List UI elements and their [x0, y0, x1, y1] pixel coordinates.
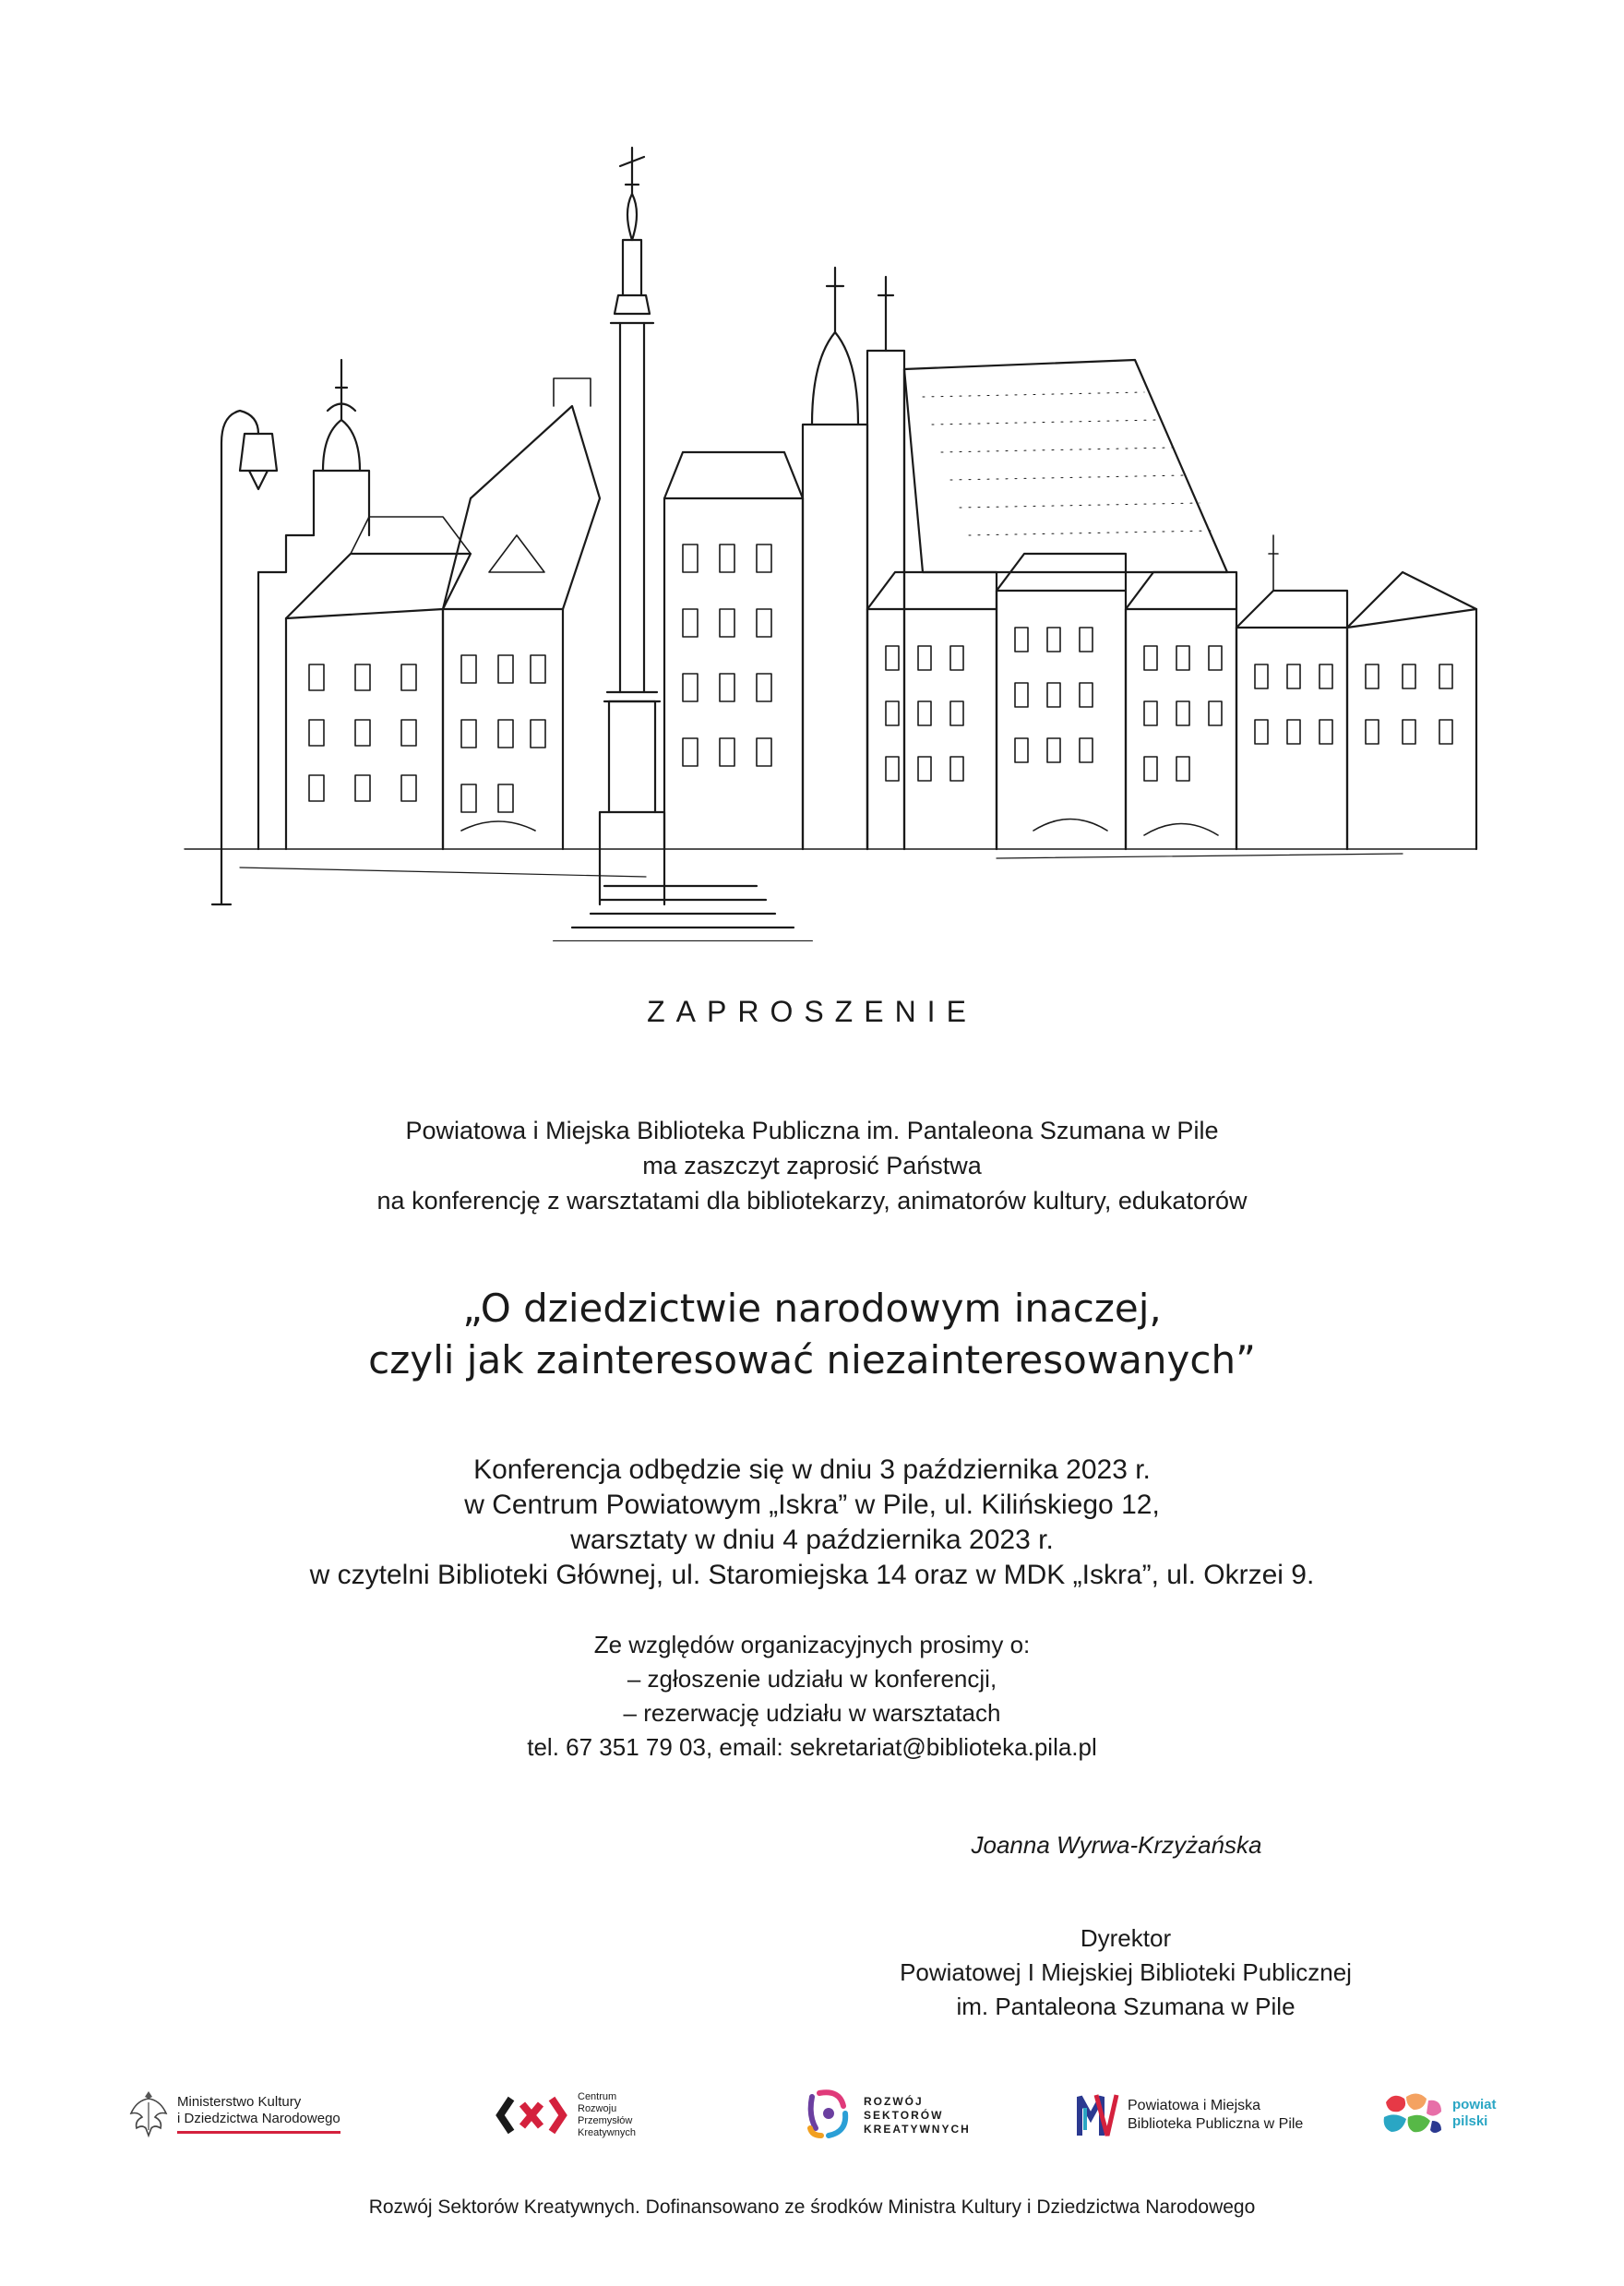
details-line: Konferencja odbędzie się w dniu 3 października 2023 r.: [473, 1454, 1151, 1485]
requests-line: Ze względów organizacyjnych prosimy o:: [593, 1631, 1031, 1658]
library-logo: [1076, 2089, 1303, 2141]
title-line: „O dziedzictwie narodowym inaczej,: [462, 1286, 1162, 1331]
director-line: im. Pantaleona Szumana w Pile: [956, 1993, 1296, 2020]
requests-line: – rezerwację udziału w warsztatach: [623, 1699, 1001, 1727]
event-details: [0, 1453, 1624, 1593]
ministry-name: Ministerstwo Kultury: [177, 2093, 302, 2110]
rsk-mark-icon: [803, 2088, 854, 2143]
county-name: powiat: [1452, 2097, 1497, 2112]
rsk-name: KREATYWNYCH: [864, 2122, 971, 2136]
crpk-name: Rozwoju: [578, 2103, 617, 2114]
invitation-heading: ZAPROSZENIE: [647, 995, 977, 1028]
ministry-logo: [127, 2088, 340, 2139]
funding-footer: Rozwój Sektorów Kreatywnych. Dofinansowano ze środków Ministra Kultury i Dziedzictwa Narodowego: [368, 2196, 1256, 2218]
director-line: Dyrektor: [1080, 1924, 1172, 1952]
ministry-name: i Dziedzictwa Narodowego: [177, 2110, 340, 2126]
rsk-name: ROZWÓJ: [864, 2094, 924, 2108]
crpk-name: Przemysłów: [578, 2115, 633, 2126]
director-line: Powiatowej I Miejskiej Biblioteki Publicznej: [900, 1958, 1352, 1986]
old-town-sketch-illustration: [166, 55, 1513, 941]
county-mark-icon: [1380, 2089, 1445, 2137]
library-name: Biblioteka Publiczna w Pile: [1128, 2116, 1304, 2132]
county-logo: [1380, 2089, 1497, 2137]
rsk-name: SEKTORÓW: [864, 2108, 944, 2122]
library-mark-icon: [1076, 2089, 1120, 2141]
details-line: w czytelni Biblioteki Głównej, ul. Staromiejska 14 oraz w MDK „Iskra”, ul. Okrzei 9.: [309, 1560, 1315, 1590]
crpk-name: Kreatywnych: [578, 2127, 636, 2138]
county-name: pilski: [1452, 2113, 1488, 2129]
title-line: czyli jak zainteresować niezainteresowanych”: [368, 1337, 1256, 1382]
eagle-emblem-icon: [127, 2088, 170, 2139]
rsk-logo: [803, 2088, 971, 2143]
registration-requests: [0, 1628, 1624, 1765]
details-line: warsztaty w dniu 4 października 2023 r.: [570, 1525, 1054, 1555]
conference-title: [0, 1283, 1624, 1386]
library-name: Powiatowa i Miejska: [1128, 2098, 1261, 2113]
intro-line: na konferencję z warsztatami dla bibliotekarzy, animatorów kultury, edukatorów: [376, 1187, 1248, 1215]
intro-line: ma zaszczyt zaprosić Państwa: [642, 1152, 982, 1179]
intro-text: [0, 1113, 1624, 1218]
contact-line: tel. 67 351 79 03, email: sekretariat@biblioteka.pila.pl: [527, 1733, 1097, 1761]
crpk-name: Centrum: [578, 2091, 617, 2102]
requests-line: – zgłoszenie udziału w konferencji,: [627, 1665, 997, 1693]
crpk-mark-icon: [495, 2089, 568, 2141]
crpk-logo: [495, 2089, 636, 2141]
details-line: w Centrum Powiatowym „Iskra” w Pile, ul. Kilińskiego 12,: [464, 1490, 1160, 1520]
signature-name: Joanna Wyrwa-Krzyżańska: [971, 1831, 1262, 1859]
partner-logos: [0, 2067, 1624, 2169]
director-block: [794, 1921, 1458, 2024]
intro-line: Powiatowa i Miejska Biblioteka Publiczna im. Pantaleona Szumana w Pile: [405, 1117, 1219, 1144]
